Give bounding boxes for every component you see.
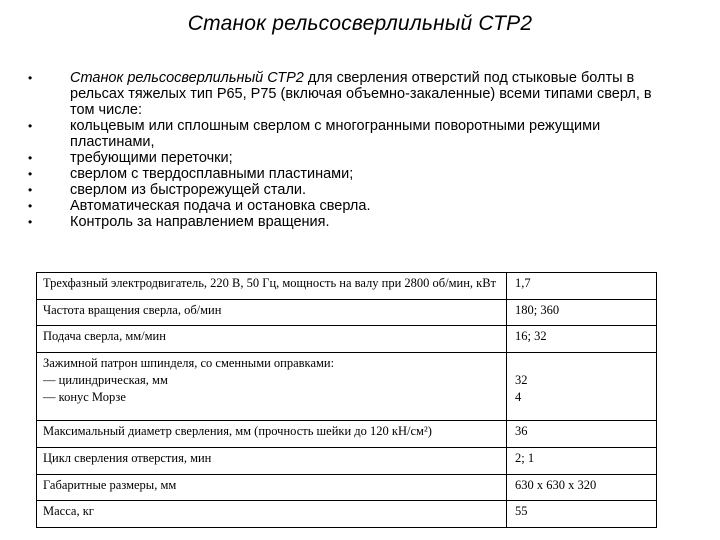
bullet-icon: •: [28, 151, 33, 165]
spec-sublabel: — конус Морзе: [43, 390, 126, 405]
list-item-text: сверлом из быстрорежущей стали.: [70, 182, 307, 198]
spec-label-group: [37, 353, 507, 421]
specifications-table: [36, 272, 657, 528]
list-item: [28, 182, 668, 198]
list-item: [28, 214, 668, 230]
list-item: [28, 70, 668, 118]
list-item-text: сверлом с твердосплавными пластинами;: [70, 166, 354, 182]
table-row: [37, 421, 657, 448]
list-item: [28, 198, 668, 214]
list-item-text: для сверления отверстий под стыковые болты в рельсах тяжелых тип Р65, Р75 (включая объемно-закаленные) всеми типами сверл, в том числе:: [70, 70, 652, 118]
spec-label: Цикл сверления отверстия, мин: [37, 447, 507, 474]
bullet-icon: •: [28, 119, 33, 133]
spec-label: Масса, кг: [37, 501, 507, 528]
bullet-icon: •: [28, 183, 33, 197]
bullet-icon: •: [28, 199, 33, 213]
spec-value: 55: [507, 501, 657, 528]
spec-label: Частота вращения сверла, об/мин: [37, 299, 507, 326]
spec-value: 180; 360: [507, 299, 657, 326]
spec-label: Трехфазный электродвигатель, 220 В, 50 Гц, мощность на валу при 2800 об/мин, кВт: [37, 273, 507, 300]
table-row: [37, 326, 657, 353]
table-row: [37, 299, 657, 326]
list-item: [28, 150, 668, 166]
list-item: [28, 166, 668, 182]
list-item-text: требующими переточки;: [70, 150, 233, 166]
spec-label: Максимальный диаметр сверления, мм (прочность шейки до 120 кН/см²): [37, 421, 507, 448]
table-row: [37, 474, 657, 501]
spec-label: Зажимной патрон шпинделя, со сменными оправками:: [43, 356, 335, 371]
list-item-text: кольцевым или сплошным сверлом с многогранными поворотными режущими пластинами,: [70, 118, 601, 150]
spec-value: 2; 1: [507, 447, 657, 474]
table-row: [37, 353, 657, 421]
bullet-icon: •: [28, 215, 33, 229]
table-row: [37, 447, 657, 474]
bullet-icon: •: [28, 167, 33, 181]
spec-value-group: [507, 353, 657, 421]
bullet-icon: •: [28, 71, 33, 85]
list-item-lead: Станок рельсосверлильный СТР2: [70, 70, 304, 86]
spec-value: 4: [515, 390, 522, 405]
spec-value: 32: [515, 373, 528, 388]
list-item: [28, 118, 668, 150]
list-item-text: Контроль за направлением вращения.: [70, 214, 330, 230]
spec-value: 1,7: [507, 273, 657, 300]
table-row: [37, 273, 657, 300]
spec-value: 630 х 630 х 320: [507, 474, 657, 501]
spec-label: Габаритные размеры, мм: [37, 474, 507, 501]
spec-sublabel: — цилиндрическая, мм: [43, 373, 168, 388]
list-item-text: Автоматическая подача и остановка сверла.: [70, 198, 371, 214]
spec-value: 16; 32: [507, 326, 657, 353]
table-row: [37, 501, 657, 528]
spec-label: Подача сверла, мм/мин: [37, 326, 507, 353]
page-title: Станок рельсосверлильный СТР2: [187, 12, 533, 35]
spec-value: 36: [507, 421, 657, 448]
feature-list: [28, 70, 668, 230]
